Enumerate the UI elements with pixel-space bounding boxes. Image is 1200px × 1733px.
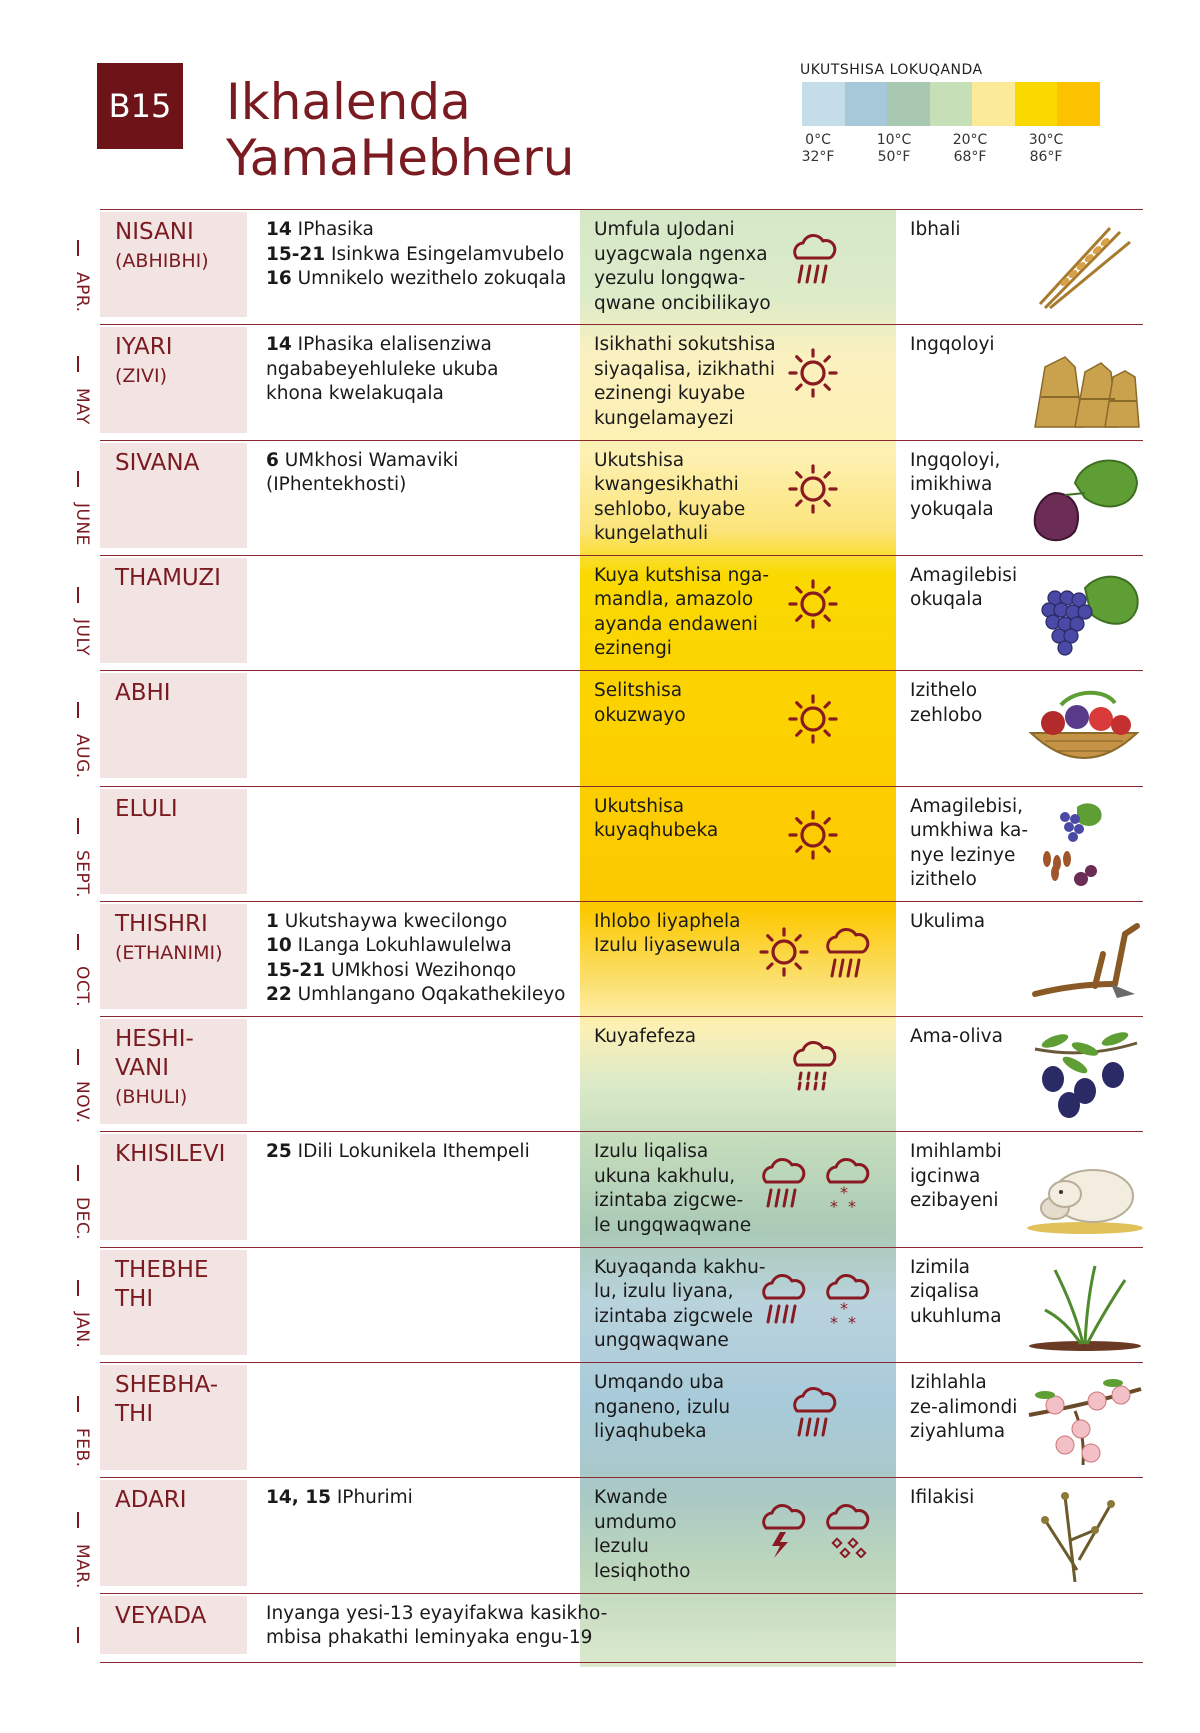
weather-description <box>594 218 794 316</box>
svg-text:*: * <box>848 1312 856 1328</box>
svg-text:*: * <box>848 1197 856 1213</box>
weather-line: kungelamayezi <box>594 407 734 429</box>
ruler-month-label: JAN. <box>72 1312 92 1349</box>
month-cell <box>100 327 247 432</box>
festival-name: khona kwelakuqala <box>266 383 444 405</box>
month-cell <box>100 212 247 317</box>
weather-description <box>594 333 794 431</box>
festival-item <box>266 1602 608 1627</box>
festival-name: Isinkwa Esingelamvubelo <box>325 243 565 265</box>
scale-fahrenheit: 68°F <box>953 149 987 165</box>
month-row <box>100 1131 1143 1247</box>
month-cell <box>100 1134 247 1239</box>
swatch <box>972 82 1015 126</box>
grapes-dates-icon <box>1025 799 1143 891</box>
fruit-basket-icon <box>1025 683 1143 775</box>
snow-cloud-icon <box>820 1156 874 1216</box>
sun-icon <box>758 926 810 986</box>
month-cell <box>100 1250 247 1355</box>
crop-line: umkhiwa ka- <box>910 820 1029 841</box>
weather-line: izintaba zigcwele <box>594 1305 754 1327</box>
weather-line: Ukutshisa <box>594 795 685 817</box>
scale-label <box>942 132 998 166</box>
svg-text:*: * <box>840 1183 848 1203</box>
weather-description <box>594 449 794 547</box>
crop-line: Izimila <box>910 1256 970 1278</box>
crop-label <box>910 333 1030 358</box>
weather-line: sehlobo, kuyabe <box>594 498 746 520</box>
hebrew-month-alt-name: (ABHIBHI) <box>115 250 209 272</box>
weather-line: yezulu longqwa- <box>594 268 746 289</box>
ruler-tick <box>77 934 79 950</box>
month-row <box>100 1016 1143 1132</box>
month-cell <box>100 1596 247 1654</box>
swatch <box>887 82 930 126</box>
weather-line: ungqwaqwane <box>594 1330 729 1352</box>
ruler-tick <box>77 1280 79 1296</box>
crop-line: zehlobo <box>910 704 983 726</box>
festival-list <box>266 1140 586 1165</box>
barley-icon <box>1025 222 1143 314</box>
ruler-month-label: OCT. <box>72 965 92 1007</box>
crop-line: ziqalisa <box>910 1281 980 1303</box>
sprouting-plant-icon <box>1025 1260 1143 1352</box>
scale-celsius: 20°C <box>952 132 988 148</box>
festival-item <box>266 358 586 383</box>
month-row <box>100 901 1143 1017</box>
ruler-tick <box>77 1165 79 1181</box>
hebrew-month-name: VEYADA <box>115 1602 207 1629</box>
weather-line: qwane oncibilikayo <box>594 292 771 314</box>
weather-line: kuyaqhubeka <box>594 820 719 841</box>
festival-item <box>266 243 586 268</box>
ruler-tick <box>77 587 79 603</box>
wheat-sheaves-icon <box>1025 337 1143 429</box>
festival-day: 16 <box>266 268 292 289</box>
weather-icons <box>787 809 839 865</box>
hebrew-month-name: KHISILEVI <box>115 1141 226 1168</box>
weather-line: liyaqhubeka <box>594 1421 707 1442</box>
festival-item <box>266 333 586 358</box>
weather-line: le ungqwaqwane <box>594 1214 752 1236</box>
scale-fahrenheit: 32°F <box>801 149 835 165</box>
crop-label <box>910 564 1030 613</box>
fig-icon <box>1025 453 1143 545</box>
plow-icon <box>1025 914 1143 1006</box>
festival-name: Inyanga yesi-13 eyayifakwa kasikho- <box>266 1602 608 1624</box>
festival-item <box>266 473 586 498</box>
hebrew-month-name: ELULI <box>115 795 178 822</box>
crop-line: Amagilebisi <box>910 564 1018 586</box>
hebrew-month-name: SHEBHA- THI <box>115 1372 219 1427</box>
weather-icons <box>756 1272 874 1332</box>
festival-day: 14 <box>266 334 292 356</box>
festival-item <box>266 218 586 243</box>
hebrew-month-name: IYARI <box>115 334 173 361</box>
hebrew-month-alt-name: (BHULI) <box>115 1086 188 1109</box>
festival-item <box>266 1626 593 1651</box>
festival-name: UMkhosi Wamaviki <box>278 449 459 471</box>
month-row <box>100 1247 1143 1363</box>
weather-icons <box>758 926 874 986</box>
swatch <box>1057 82 1100 126</box>
crop-line: igcinwa <box>910 1165 981 1187</box>
festival-name: Umnikelo wezithelo zokuqala <box>291 268 567 289</box>
crop-line: Ifilakisi <box>910 1487 975 1509</box>
festival-day: 15-21 <box>266 959 326 981</box>
hebrew-month-name: ADARI <box>115 1487 187 1514</box>
weather-line: lesiqhotho <box>594 1560 691 1582</box>
weather-line: Selitshisa <box>594 680 683 702</box>
crop-line: ze-alimondi <box>910 1396 1018 1418</box>
crop-label <box>910 218 1030 243</box>
festival-name: mbisa phakathi leminyaka engu-19 <box>266 1627 593 1649</box>
svg-text:*: * <box>840 1298 848 1318</box>
sun-icon <box>787 347 839 403</box>
swatch <box>802 82 845 126</box>
weather-line: ukuna kakhulu, <box>594 1165 736 1187</box>
weather-line: lu, izulu liyana, <box>594 1281 734 1303</box>
weather-description <box>594 679 794 728</box>
weather-line: Kuyafefeza <box>594 1026 697 1048</box>
crop-line: yokuqala <box>910 498 994 520</box>
sun-icon <box>787 463 839 519</box>
weather-description <box>594 1371 794 1445</box>
festival-list <box>266 333 586 407</box>
month-cell <box>100 558 247 663</box>
weather-line: Kwande <box>594 1487 668 1509</box>
hebrew-month-name: THISHRI <box>115 910 208 937</box>
festival-name: ILanga Lokuhlawulelwa <box>291 935 512 957</box>
ruler-tick <box>77 471 79 487</box>
weather-line: Izulu liqalisa <box>594 1141 709 1163</box>
month-row <box>100 1362 1143 1478</box>
ruler-month-label: SEPT. <box>72 850 92 899</box>
page-title <box>226 74 574 186</box>
title-line-1: Ikhalenda <box>226 73 471 131</box>
month-row <box>100 555 1143 671</box>
weather-line: Ihlobo liyaphela <box>594 910 741 932</box>
month-row <box>100 209 1143 325</box>
festival-item <box>266 934 586 959</box>
svg-text:*: * <box>830 1312 838 1328</box>
swatch <box>930 82 973 126</box>
hebrew-month-name: HESHI- VANI <box>115 1026 194 1082</box>
weather-line: Umfula uJodani <box>594 219 735 240</box>
drizzle-cloud-icon <box>787 1039 841 1099</box>
sun-icon <box>787 809 839 865</box>
ruler-month-label: MAY <box>72 387 92 425</box>
festival-name: UMkhosi Wezihonqo <box>325 959 517 981</box>
festival-name: ngababeyehluleke ukuba <box>266 358 499 380</box>
weather-icons <box>787 232 841 292</box>
snow-cloud-icon <box>820 1272 874 1332</box>
crop-line: Ingqoloyi <box>910 334 995 356</box>
weather-line: Kuyaqanda kakhu- <box>594 1256 766 1278</box>
festival-day: 6 <box>266 449 279 471</box>
crop-line: Izithelo <box>910 680 978 702</box>
weather-line: Ukutshisa <box>594 449 685 471</box>
sun-icon <box>787 693 839 749</box>
ruler-month-label: AUG. <box>72 734 92 780</box>
ruler-month-label: MAR. <box>72 1543 92 1589</box>
weather-icons <box>787 1385 841 1445</box>
crop-line: imikhiwa <box>910 474 993 496</box>
weather-line: uyagcwala ngenxa <box>594 243 768 265</box>
festival-name: IPhasika <box>291 219 374 240</box>
weather-line: nganeno, izulu <box>594 1396 731 1418</box>
festival-list <box>266 1486 586 1511</box>
weather-line: Isikhathi sokutshisa <box>594 334 776 356</box>
scale-label <box>866 132 922 166</box>
festival-item <box>266 449 586 474</box>
month-row <box>100 1477 1143 1593</box>
festival-item <box>266 1140 586 1165</box>
crop-line: Ukulima <box>910 910 986 932</box>
weather-icons <box>756 1502 874 1562</box>
ruler-tick <box>77 1049 79 1065</box>
section-badge: B15 <box>97 63 183 149</box>
festival-name: IPhurimi <box>330 1487 413 1509</box>
month-row <box>100 1593 1143 1663</box>
ruler-month-label: APR. <box>72 272 92 313</box>
rain-cloud-icon <box>756 1156 810 1216</box>
weather-line: umdumo <box>594 1511 677 1533</box>
scale-label <box>1018 132 1074 166</box>
festival-day: 14 <box>266 219 292 240</box>
swatch <box>1015 82 1058 126</box>
month-row <box>100 440 1143 556</box>
hebrew-month-name: THAMUZI <box>115 564 221 591</box>
ruler-month-label: DEC. <box>72 1196 92 1240</box>
crop-label <box>910 1140 1030 1214</box>
weather-line: kungelathuli <box>594 523 709 545</box>
crop-label <box>910 795 1030 893</box>
festival-list <box>266 1602 608 1651</box>
festival-day: 1 <box>266 910 279 932</box>
title-line-2: YamaHebheru <box>226 129 575 187</box>
ruler-month-label: JULY <box>72 618 92 656</box>
scale-celsius: 10°C <box>876 132 912 148</box>
month-row <box>100 324 1143 440</box>
ruler-tick <box>77 1512 79 1528</box>
scale-fahrenheit: 50°F <box>877 149 911 165</box>
weather-icons <box>756 1156 874 1216</box>
festival-day: 15-21 <box>266 243 326 265</box>
crop-line: Amagilebisi, <box>910 795 1023 817</box>
festival-name: IDili Lokunikela Ithempeli <box>291 1141 530 1163</box>
weather-description <box>594 795 794 844</box>
weather-icons <box>787 1039 841 1099</box>
crop-label <box>910 1486 1030 1511</box>
month-cell <box>100 1480 247 1585</box>
festival-day: 14, 15 <box>266 1487 331 1509</box>
scale-celsius: 30°C <box>1028 132 1064 148</box>
crop-label <box>910 1371 1030 1445</box>
svg-text:*: * <box>830 1197 838 1213</box>
ruler-tick <box>77 240 79 256</box>
crop-label <box>910 1256 1030 1330</box>
crop-line: ziyahluma <box>910 1421 1006 1442</box>
festival-name: (IPhentekhosti) <box>266 474 407 496</box>
crop-line: Izihlahla <box>910 1372 987 1393</box>
weather-line: Izulu liyasewula <box>594 935 741 957</box>
ruler-tick <box>77 702 79 718</box>
festival-item <box>266 983 586 1008</box>
almond-blossom-icon <box>1025 1375 1143 1467</box>
temperature-scale <box>800 132 1120 172</box>
weather-line: ezinengi <box>594 638 672 660</box>
festival-day: 25 <box>266 1141 292 1163</box>
weather-line: Umqando uba <box>594 1372 725 1393</box>
weather-icons <box>787 463 839 519</box>
festival-item <box>266 959 586 984</box>
crop-line: Ibhali <box>910 219 961 240</box>
hebrew-month-alt-name: (ETHANIMI) <box>115 941 223 964</box>
weather-icons <box>787 578 839 634</box>
weather-line: izintaba zigcwe- <box>594 1190 744 1212</box>
rain-cloud-icon <box>787 1385 841 1445</box>
scale-fahrenheit: 86°F <box>1029 149 1063 165</box>
weather-line: kwangesikhathi <box>594 474 739 496</box>
weather-icons <box>787 693 839 749</box>
festival-list <box>266 449 586 498</box>
ruler-tick <box>77 1396 79 1412</box>
grapes-icon <box>1025 568 1143 660</box>
month-row <box>100 670 1143 786</box>
ruler-month-label: NOV. <box>72 1081 92 1124</box>
crop-line: izithelo <box>910 869 977 890</box>
crop-label <box>910 910 1030 935</box>
hail-cloud-icon <box>820 1502 874 1562</box>
weather-icons <box>787 347 839 403</box>
sun-icon <box>787 578 839 634</box>
festival-day: 22 <box>266 984 292 1006</box>
weather-line: lezulu <box>594 1536 649 1558</box>
festival-item <box>266 910 586 935</box>
olives-icon <box>1025 1029 1143 1121</box>
hebrew-month-name: SIVANA <box>115 449 200 476</box>
month-cell <box>100 1365 247 1470</box>
crop-line: ezibayeni <box>910 1190 999 1212</box>
ruler-tick <box>77 356 79 372</box>
crop-line: ukuhluma <box>910 1305 1002 1327</box>
month-cell <box>100 443 247 548</box>
thunder-cloud-icon <box>756 1502 810 1562</box>
crop-line: Imihlambi <box>910 1141 1002 1163</box>
festival-name: IPhasika elalisenziwa <box>291 334 492 356</box>
gregorian-month-ruler <box>62 240 92 1680</box>
month-row <box>100 786 1143 902</box>
month-cell <box>100 1019 247 1124</box>
month-cell <box>100 904 247 1009</box>
legend-title: UKUTSHISA LOKUQANDA <box>800 62 983 78</box>
festival-name: Umhlangano Oqakathekileyo <box>291 984 566 1006</box>
festival-item <box>266 382 586 407</box>
scale-label <box>790 132 846 166</box>
weather-line: ayanda endaweni <box>594 613 758 635</box>
crop-label <box>910 449 1030 523</box>
festival-day: 10 <box>266 935 292 957</box>
weather-line: siyaqalisa, izikhathi <box>594 358 776 380</box>
weather-description <box>594 1025 794 1050</box>
temperature-legend <box>800 62 1120 172</box>
flax-icon <box>1025 1490 1143 1582</box>
rain-cloud-icon <box>787 232 841 292</box>
festival-list <box>266 910 586 1008</box>
ruler-month-label: JUNE <box>72 503 92 547</box>
rain-cloud-icon <box>820 926 874 986</box>
crop-label <box>910 1025 1030 1050</box>
hebrew-month-name: ABHI <box>115 680 171 707</box>
festival-item <box>266 1486 586 1511</box>
hebrew-month-name: NISANI <box>115 219 194 245</box>
crop-line: okuqala <box>910 589 983 611</box>
temperature-swatches <box>802 82 1100 126</box>
sheep-icon <box>1025 1144 1143 1236</box>
crop-label <box>910 679 1030 728</box>
hebrew-month-alt-name: (ZIVI) <box>115 365 168 388</box>
festival-item <box>266 267 586 292</box>
weather-line: ezinengi kuyabe <box>594 383 746 405</box>
month-cell <box>100 673 247 778</box>
ruler-month-label: FEB. <box>72 1428 92 1468</box>
weather-description <box>594 564 794 662</box>
weather-line: Kuya kutshisa nga- <box>594 564 770 586</box>
swatch <box>845 82 888 126</box>
ruler-tick <box>77 1627 79 1643</box>
crop-line: nye lezinye <box>910 844 1016 866</box>
festival-name: Ukutshaywa kwecilongo <box>278 910 508 932</box>
hebrew-month-name: THEBHE THI <box>115 1256 209 1312</box>
rain-cloud-icon <box>756 1272 810 1332</box>
weather-line: okuzwayo <box>594 704 686 726</box>
crop-line: Ama-oliva <box>910 1026 1003 1048</box>
ruler-tick <box>77 818 79 834</box>
month-cell <box>100 789 247 894</box>
crop-line: Ingqoloyi, <box>910 449 1001 471</box>
weather-line: mandla, amazolo <box>594 589 754 611</box>
festival-list <box>266 218 586 292</box>
scale-celsius: 0°C <box>805 132 831 148</box>
